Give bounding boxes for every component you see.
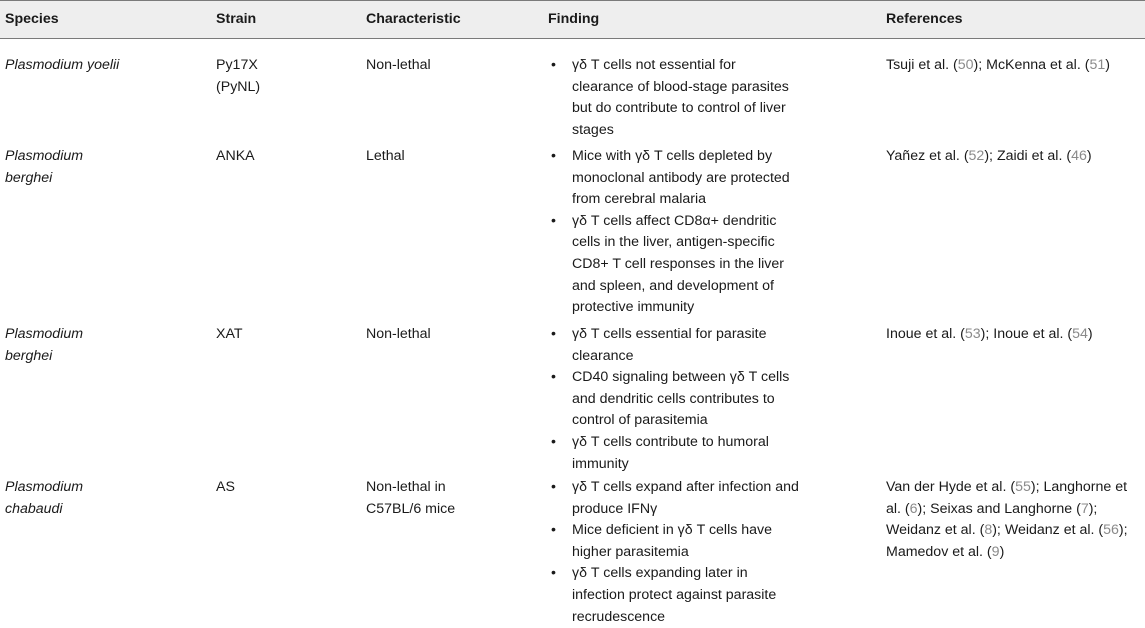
finding-item: • γδ T cells not essential for clearance of blood-stage parasites but do contribute to control of liver stages <box>548 55 800 141</box>
references-cell <box>886 477 1145 563</box>
finding-list <box>548 146 800 319</box>
finding-list <box>548 55 800 141</box>
finding-item: • Mice deficient in γδ T cells have higher parasitemia <box>548 520 800 563</box>
finding-item: • γδ T cells essential for parasite clearance <box>548 324 800 367</box>
finding-cell <box>548 55 800 141</box>
header-references: References <box>886 11 963 27</box>
species-cell: Plasmodium chabaudi <box>5 479 84 517</box>
header-rule <box>0 38 1145 39</box>
finding-item: • CD40 signaling between γδ T cells and dendritic cells contributes to control of parasitemia <box>548 367 800 432</box>
table-header <box>0 0 1145 38</box>
strain-cell: XAT <box>216 326 243 342</box>
reference-number[interactable]: 50 <box>957 57 974 73</box>
reference-number[interactable]: 7 <box>1080 500 1089 517</box>
reference-text: Zaidi et al. ( <box>996 148 1072 164</box>
references-cell <box>886 55 1145 77</box>
reference-text: Mamedov et al. ( <box>886 543 992 560</box>
top-rule <box>0 0 1145 1</box>
finding-item: • Mice with γδ T cells depleted by monoclonal antibody are protected from cerebral malaria <box>548 146 800 211</box>
strain-cell: Py17X (PyNL) <box>216 57 261 95</box>
reference-suffix: ); <box>973 57 987 73</box>
reference-number[interactable]: 51 <box>1089 57 1106 73</box>
reference-suffix: ) <box>1086 148 1092 164</box>
finding-item: • γδ T cells affect CD8α+ dendritic cells in the liver, antigen-specific CD8+ T cell responses in the liver and spleen, and development of protective immunity <box>548 211 800 319</box>
reference-number[interactable]: 56 <box>1103 522 1119 539</box>
reference-suffix: ) <box>1105 57 1110 73</box>
finding-item: • γδ T cells contribute to humoral immunity <box>548 432 800 475</box>
reference-text: Yañez et al. ( <box>886 148 969 164</box>
reference-number[interactable]: 55 <box>1015 479 1031 495</box>
characteristic-cell: Lethal <box>366 148 405 164</box>
header-characteristic: Characteristic <box>366 11 461 27</box>
reference-text: Seixas and Langhorne ( <box>930 500 1081 517</box>
reference-suffix: ); <box>1030 479 1044 495</box>
finding-item: • γδ T cells expand after infection and produce IFNγ <box>548 477 800 520</box>
reference-number[interactable]: 8 <box>984 522 993 539</box>
references-cell <box>886 146 1145 168</box>
strain-cell: ANKA <box>216 148 255 164</box>
reference-suffix: ); <box>980 326 994 342</box>
reference-suffix: ); <box>992 522 1005 539</box>
finding-list <box>548 324 800 475</box>
finding-cell <box>548 324 800 475</box>
reference-suffix: ); <box>1118 522 1128 539</box>
finding-list <box>548 477 800 628</box>
reference-number[interactable]: 54 <box>1072 326 1088 342</box>
reference-text: Weidanz et al. ( <box>886 522 985 539</box>
header-species: Species <box>5 11 59 27</box>
reference-number[interactable]: 52 <box>968 148 985 164</box>
finding-cell <box>548 477 800 628</box>
reference-number[interactable]: 9 <box>991 543 1000 560</box>
reference-suffix: ); <box>984 148 997 164</box>
reference-text: Tsuji et al. ( <box>886 57 958 73</box>
species-cell: Plasmodium yoelii <box>5 57 120 73</box>
header-strain: Strain <box>216 11 257 27</box>
reference-suffix: ) <box>999 543 1005 560</box>
reference-text: Van der Hyde et al. ( <box>886 479 1016 495</box>
reference-suffix: ) <box>1087 326 1093 342</box>
reference-text: Inoue et al. ( <box>993 326 1073 342</box>
characteristic-cell: Non-lethal <box>366 326 431 342</box>
reference-number[interactable]: 6 <box>909 500 918 517</box>
species-cell: Plasmodium berghei <box>5 326 84 364</box>
strain-cell: AS <box>216 479 235 495</box>
reference-suffix: ); <box>917 500 931 517</box>
finding-item: • γδ T cells expanding later in infection protect against parasite recrudescence <box>548 563 800 628</box>
reference-number[interactable]: 53 <box>964 326 981 342</box>
reference-text: Langhorne et al. ( <box>886 479 1128 517</box>
characteristic-cell: Non-lethal in C57BL/6 mice <box>366 479 456 517</box>
finding-cell <box>548 146 800 319</box>
references-cell <box>886 324 1145 346</box>
species-cell: Plasmodium berghei <box>5 148 84 186</box>
reference-text: McKenna et al. ( <box>986 57 1090 73</box>
reference-suffix: ); <box>1088 500 1098 517</box>
characteristic-cell: Non-lethal <box>366 57 431 73</box>
reference-number[interactable]: 46 <box>1071 148 1087 164</box>
reference-text: Weidanz et al. ( <box>1004 522 1104 539</box>
reference-text: Inoue et al. ( <box>886 326 965 342</box>
header-finding: Finding <box>548 11 600 27</box>
